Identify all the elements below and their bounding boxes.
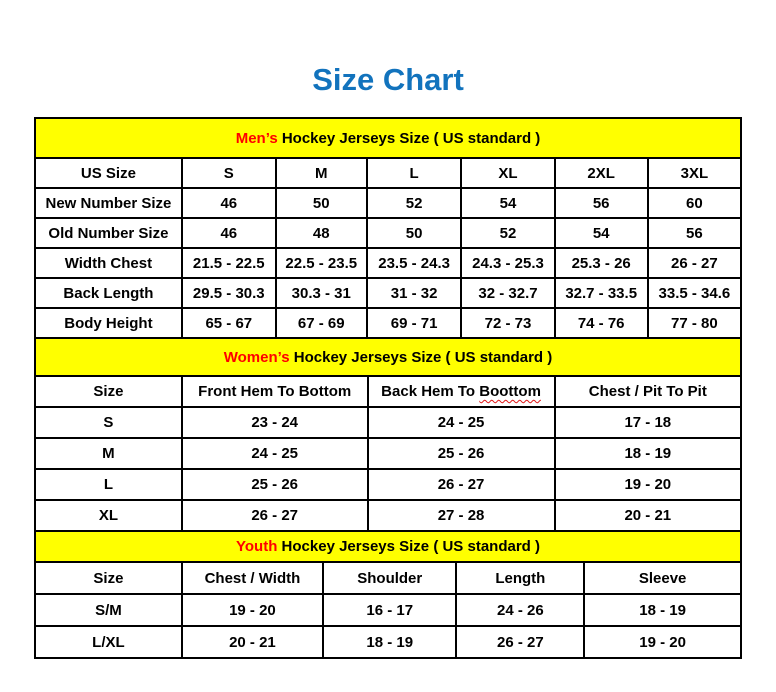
- mens-size-cell: 52: [461, 218, 554, 248]
- mens-size-cell: 77 - 80: [648, 308, 741, 338]
- youth-size-table: [34, 530, 742, 659]
- mens-size-cell: 21.5 - 22.5: [182, 248, 276, 278]
- youth-size-cell: 16 - 17: [323, 594, 456, 626]
- mens-size-cell: 74 - 76: [555, 308, 648, 338]
- youth-size-cell: 19 - 20: [182, 594, 323, 626]
- womens-size-cell: 24 - 25: [182, 438, 368, 469]
- youth-size-cell: 24 - 26: [456, 594, 584, 626]
- youth-size-cell: 18 - 19: [323, 626, 456, 658]
- youth-row-label: L/XL: [35, 626, 182, 658]
- womens-table-row: [35, 407, 741, 438]
- mens-row-label: New Number Size: [35, 188, 182, 218]
- womens-row-label: L: [35, 469, 182, 500]
- womens-column-header: Size: [35, 376, 182, 407]
- page-title: Size Chart: [312, 62, 464, 97]
- mens-section-heading: Men’s Hockey Jerseys Size ( US standard ): [35, 118, 741, 158]
- mens-size-cell: 52: [367, 188, 462, 218]
- mens-table-row: [35, 248, 741, 278]
- youth-column-header: Size: [35, 562, 182, 594]
- mens-size-cell: 69 - 71: [367, 308, 462, 338]
- youth-column-header: Sleeve: [584, 562, 741, 594]
- mens-size-cell: 54: [555, 218, 648, 248]
- mens-table-row: [35, 218, 741, 248]
- youth-column-header: Length: [456, 562, 584, 594]
- mens-size-cell: 56: [648, 218, 741, 248]
- womens-heading-highlight: Women’s: [223, 348, 290, 366]
- misspelled-word: Boottom: [479, 383, 541, 400]
- mens-size-cell: 25.3 - 26: [555, 248, 648, 278]
- womens-size-cell: 18 - 19: [555, 438, 741, 469]
- womens-table-row: [35, 469, 741, 500]
- womens-size-cell: 20 - 21: [555, 500, 741, 531]
- mens-size-cell: 67 - 69: [276, 308, 367, 338]
- mens-table-row: [35, 308, 741, 338]
- womens-column-header: Front Hem To Bottom: [182, 376, 368, 407]
- womens-row-label: XL: [35, 500, 182, 531]
- womens-size-cell: 26 - 27: [182, 500, 368, 531]
- mens-size-cell: 32.7 - 33.5: [555, 278, 648, 308]
- womens-size-cell: 24 - 25: [368, 407, 555, 438]
- mens-size-cell: 23.5 - 24.3: [367, 248, 462, 278]
- youth-size-cell: 19 - 20: [584, 626, 741, 658]
- youth-size-cell: 18 - 19: [584, 594, 741, 626]
- womens-size-cell: 23 - 24: [182, 407, 368, 438]
- mens-size-cell: 22.5 - 23.5: [276, 248, 367, 278]
- mens-size-cell: 33.5 - 34.6: [648, 278, 741, 308]
- mens-size-cell: 56: [555, 188, 648, 218]
- youth-column-header: Shoulder: [323, 562, 456, 594]
- mens-table-row: [35, 278, 741, 308]
- mens-size-cell: 26 - 27: [648, 248, 741, 278]
- youth-table-row: [35, 594, 741, 626]
- youth-table-row: [35, 626, 741, 658]
- mens-size-cell: 50: [276, 188, 367, 218]
- youth-column-header: Chest / Width: [182, 562, 323, 594]
- mens-size-cell: 30.3 - 31: [276, 278, 367, 308]
- womens-row-label: M: [35, 438, 182, 469]
- size-tables: [34, 117, 742, 659]
- womens-column-header: Back Hem To Boottom: [368, 376, 555, 407]
- womens-size-cell: 19 - 20: [555, 469, 741, 500]
- youth-heading-highlight: Youth: [236, 538, 278, 555]
- youth-row-label: S/M: [35, 594, 182, 626]
- mens-size-table: [34, 117, 742, 339]
- womens-table-row: [35, 500, 741, 531]
- mens-size-cell: 65 - 67: [182, 308, 276, 338]
- mens-heading-highlight: Men’s: [235, 129, 278, 147]
- mens-size-cell: 29.5 - 30.3: [182, 278, 276, 308]
- mens-column-header: XL: [461, 158, 554, 188]
- mens-size-cell: 50: [367, 218, 462, 248]
- womens-size-cell: 27 - 28: [368, 500, 555, 531]
- youth-size-cell: 26 - 27: [456, 626, 584, 658]
- womens-row-label: S: [35, 407, 182, 438]
- mens-column-header: 3XL: [648, 158, 741, 188]
- mens-size-cell: 24.3 - 25.3: [461, 248, 554, 278]
- womens-size-cell: 25 - 26: [368, 438, 555, 469]
- mens-row-label: Width Chest: [35, 248, 182, 278]
- mens-row-label: Old Number Size: [35, 218, 182, 248]
- mens-size-cell: 48: [276, 218, 367, 248]
- mens-size-cell: 54: [461, 188, 554, 218]
- mens-size-cell: 31 - 32: [367, 278, 462, 308]
- mens-size-cell: 46: [182, 188, 276, 218]
- mens-size-cell: 72 - 73: [461, 308, 554, 338]
- mens-row-label: Back Length: [35, 278, 182, 308]
- youth-size-cell: 20 - 21: [182, 626, 323, 658]
- mens-size-cell: 32 - 32.7: [461, 278, 554, 308]
- mens-column-header: M: [276, 158, 367, 188]
- mens-row-label: Body Height: [35, 308, 182, 338]
- womens-section-heading: Women’s Hockey Jerseys Size ( US standard ): [35, 338, 741, 376]
- mens-size-cell: 60: [648, 188, 741, 218]
- mens-column-header: US Size: [35, 158, 182, 188]
- womens-size-cell: 26 - 27: [368, 469, 555, 500]
- womens-size-cell: 17 - 18: [555, 407, 741, 438]
- mens-column-header: 2XL: [555, 158, 648, 188]
- womens-size-cell: 25 - 26: [182, 469, 368, 500]
- womens-column-header: Chest / Pit To Pit: [555, 376, 741, 407]
- womens-table-row: [35, 438, 741, 469]
- mens-size-cell: 46: [182, 218, 276, 248]
- womens-size-table: [34, 337, 742, 532]
- mens-column-header: S: [182, 158, 276, 188]
- youth-section-heading: Youth Hockey Jerseys Size ( US standard ): [35, 531, 741, 562]
- mens-table-row: [35, 188, 741, 218]
- mens-column-header: L: [367, 158, 462, 188]
